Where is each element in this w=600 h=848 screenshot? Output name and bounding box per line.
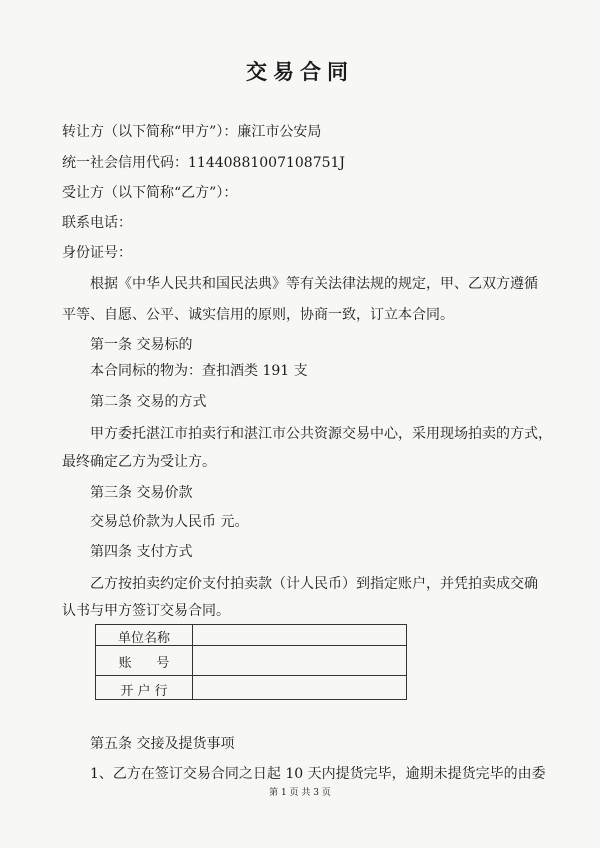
preamble-line-1: 根据《中华人民共和国民法典》等有关法律法规的规定，甲、乙双方遵循 — [90, 276, 538, 292]
table-label-account-number: 账 号 — [118, 656, 170, 671]
preamble-line-2: 平等、自愿、公平、诚实信用的原则，协商一致，订立本合同。 — [62, 307, 454, 323]
transferor-line: 转让方（以下简称“甲方”）：廉江市公安局 — [62, 124, 322, 140]
table-row — [96, 675, 406, 701]
phone-line: 联系电话： — [62, 215, 132, 231]
table-label-unit-name: 单位名称 — [117, 631, 170, 646]
article-2-heading: 第二条 交易的方式 — [90, 394, 207, 410]
article-1-heading: 第一条 交易标的 — [90, 337, 193, 353]
article-3-heading: 第三条 交易价款 — [90, 485, 193, 501]
page-footer: 第 1 页 共 3 页 — [269, 788, 331, 798]
article-4-line-2: 认书与甲方签订交易合同。 — [62, 603, 230, 619]
article-5-heading: 第五条 交接及提货事项 — [90, 736, 235, 752]
transferee-line: 受让方（以下简称“乙方”）： — [62, 185, 238, 201]
table-row — [96, 645, 406, 676]
account-table — [95, 624, 407, 700]
credit-code-line: 统一社会信用代码：11440881007108751J — [62, 155, 346, 171]
id-number-line: 身份证号： — [62, 245, 132, 261]
table-label-bank: 开 户 行 — [120, 684, 168, 699]
article-2-line-1: 甲方委托湛江市拍卖行和湛江市公共资源交易中心，采用现场拍卖的方式， — [90, 426, 552, 442]
article-1-body: 本合同标的物为：查扣酒类 191 支 — [90, 363, 308, 379]
article-3-body: 交易总价款为人民币 元。 — [90, 514, 249, 530]
article-2-line-2: 最终确定乙方为受让方。 — [62, 454, 216, 470]
article-4-line-1: 乙方按拍卖约定价支付拍卖款（计人民币）到指定账户，并凭拍卖成交确 — [90, 576, 538, 592]
article-4-heading: 第四条 支付方式 — [90, 544, 193, 560]
document-title: 交易合同 — [246, 59, 354, 84]
article-5-line-1: 1、乙方在签订交易合同之日起 10 天内提货完毕，逾期未提货完毕的由委 — [90, 766, 546, 782]
table-row — [96, 625, 406, 645]
